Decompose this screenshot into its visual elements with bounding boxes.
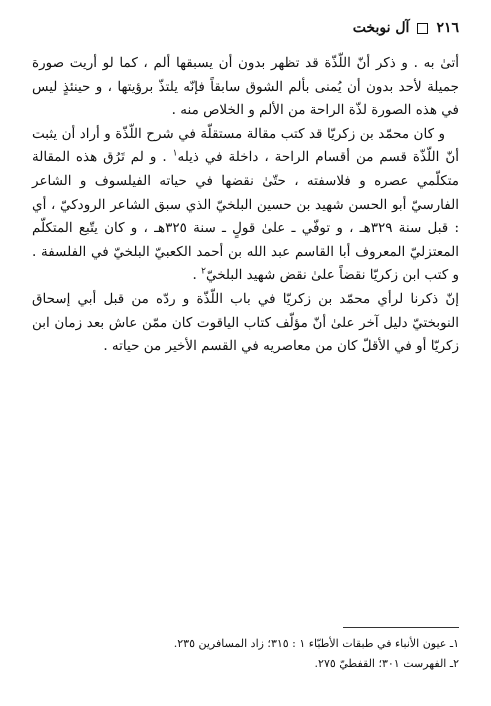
paragraph-3-text: إنّ ذکرنا لرأي محمّد بن زکریّا في باب اللّذّة و ردّه من قبل أبي إسحاق النوبختيّ دلیل آخر علیٰ أنّ مؤلّف کتاب الیاقوت کان ممّن عاش بعد زمان ابن زکریّا أو في الأقلّ کان من معاصریه في القسم الأخیر من حیاته . <box>32 290 459 355</box>
footnote-marker-1: ١ <box>172 148 178 159</box>
running-title: آل نوبخت <box>352 20 410 36</box>
paragraph-2-text-c: . <box>192 267 202 284</box>
footnote-marker-2: ٢ <box>201 266 206 277</box>
page-header <box>32 18 459 38</box>
paragraph-2 <box>32 123 459 288</box>
paragraph-2-text-b: . و لم تَرُق هذه المقالة متکلّمي عصره و فلاسفته ، حتّیٰ نقضها في حیاته الفیلسوف و الشاعر الفارسيّ أبو الحسن شهید بن حسین البلخيّ الذي سبق الشاعر الرودکيّ ، أي : قبل سنة ٣٢٩هـ ، و توفّي ـ علیٰ قولٍ ـ سنة ٣٢٥هـ ، و کان یتّبع المتکلّم المعتزليّ المعروف أبا القاسم عبد الله بن أحمد الکعبيّ البلخيّ في الفلسفة . و کتب ابن زکریّا نقضاً علیٰ نقض شهید البلخيّ <box>32 149 460 284</box>
footnote-divider <box>343 627 459 628</box>
paragraph-1-text: أتیٰ به . و ذکر أنّ اللّذّة قد تظهر بدون أن یسبقها ألم ، کما لو أریت صورة جمیلة لأحد بدون أن یُمنی بألم الشوق سابقاً فإنّه یلتذّ برؤیتها ، و حینئذٍ لیس في هذه الصورة لذّة الراحة من الألم و الخلاص منه . <box>32 55 459 119</box>
square-ornament-icon <box>417 23 428 34</box>
footnote-1: ١ـ عیون الأنباء في طبقات الأطبّاء ١ : ٣١٥؛ زاد المسافرین ٢٣٥. <box>173 637 459 650</box>
paragraph-3 <box>32 288 459 359</box>
page-number: ٢١٦ <box>436 20 459 36</box>
main-text <box>32 52 459 359</box>
paragraph-2-text-a: و کان محمّد بن زکریّا قد کتب مقالة مستقلّة في شرح اللّذّة و أراد أن یثبت أنّ اللّذّة قسم من أقسام الراحة ، داخلة في ذیله <box>32 125 459 166</box>
paragraph-1 <box>32 52 459 123</box>
footnotes <box>32 627 459 674</box>
footnote-2: ٢ـ الفهرست ٣٠١؛ القفطيّ ٢٧٥. <box>314 657 459 670</box>
